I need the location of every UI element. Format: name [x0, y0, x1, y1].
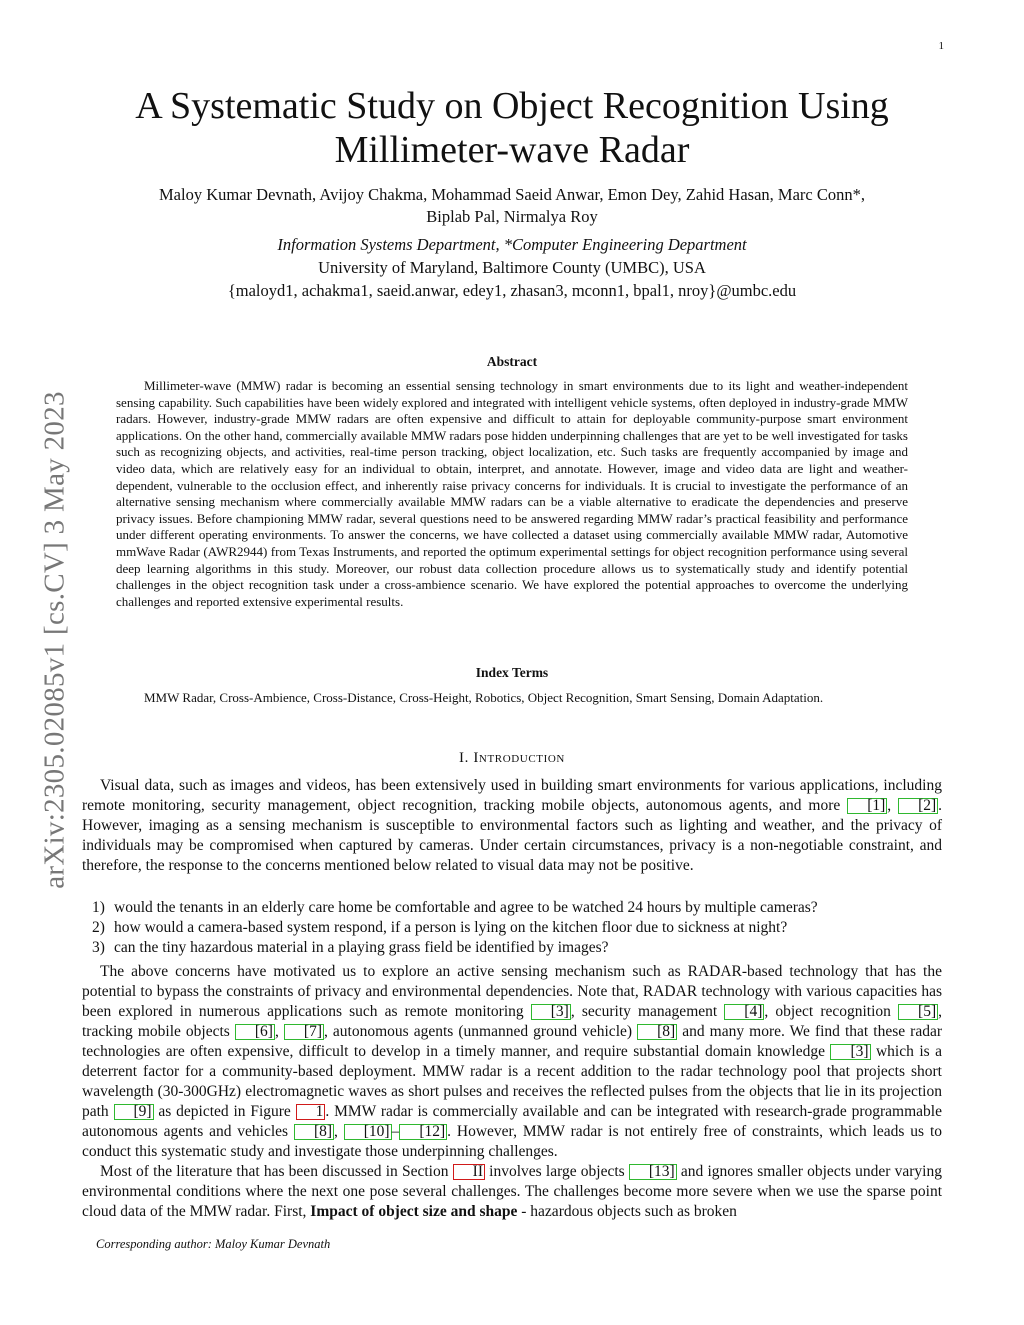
citation-link[interactable]: [2] — [898, 798, 938, 814]
citation-link[interactable]: [4] — [724, 1004, 764, 1020]
list-number: 1) — [92, 899, 105, 916]
abstract-text: Millimeter-wave (MMW) radar is becoming an essential sensing technology in smart environments due to its light and weather-independent sensing capability. Such capabilities have been widely explored and integrated with intelligent vehicle systems, often deployed in industry-grade MMW radars. However, industry-grade MMW radars are often expensive and difficult to attain for deployable community-purpose smart environment applications. On the other hand, commercially available MMW radars pose hidden underpinning challenges that are yet to be well investigated for tasks such as recognizing objects, and activities, real-time person tracking, object localization, etc. Such tasks are frequently accompanied by image and video data, which are relatively easy for an individual to obtain, interpret, and annotate. However, image and video data are light and weather-dependent, vulnerable to the occlusion effect, and inherently raise privacy concerns for individuals. It is crucial to investigate the performance of an alternative sensing mechanism where commercially available MMW radars can be a viable alternative to eradicate the dependencies and preserve privacy issues. Before championing MMW radar, several questions need to be answered regarding MMW radar’s practical feasibility and performance under different operating environments. To answer the concerns, we have collected a dataset using commercially available MMW radar, Automotive mmWave Radar (AWR2944) from Texas Instruments, and reported the optimum experimental settings for object recognition performance using several deep learning algorithms in this study. Moreover, our robust data collection procedure allows us to systematically study and identify potential challenges in the object recognition task under a cross-ambience scenario. We have explored the potential approaches to overcome the underlying challenges and reported extensive experimental results. — [116, 378, 908, 609]
citation-link[interactable]: [7] — [284, 1024, 324, 1040]
section-number: I. — [459, 750, 469, 766]
affiliation-university: University of Maryland, Baltimore County (UMBC), USA — [318, 258, 706, 277]
citation-link[interactable]: [12] — [399, 1124, 447, 1140]
text-run: and many more. We find that these radar technologies are often expensive, difficult to develop in a timely manner, and require substantial domain knowledge — [82, 1023, 942, 1060]
text-run: , — [274, 1023, 284, 1040]
text-run: – — [391, 1123, 400, 1140]
list-text: how would a camera-based system respond, if a person is lying on the kitchen floor due to sickness at night? — [114, 919, 788, 936]
intro-paragraph-2 — [82, 962, 942, 1162]
index-terms-text: MMW Radar, Cross-Ambience, Cross-Distance, Cross-Height, Robotics, Object Recognition, Smart Sensing, Domain Adaptation. — [144, 690, 824, 705]
text-run: . MMW radar is commercially available and can be integrated with research-grade programmable autonomous agents and vehicles — [82, 1103, 942, 1140]
text-run: , autonomous agents (unmanned ground vehicle) — [323, 1023, 638, 1040]
text-run: Visual data, such as images and videos, has been extensively used in building smart environments for various applications, including remote monitoring, security management, object recognition, tracking mobile objects, autonomous agents, and more — [82, 777, 942, 814]
citation-link[interactable]: [1] — [847, 798, 887, 814]
authors-line-1: Maloy Kumar Devnath, Avijoy Chakma, Mohammad Saeid Anwar, Emon Dey, Zahid Hasan, Marc Conn*, — [159, 185, 865, 204]
text-run: involves large objects — [484, 1163, 629, 1180]
list-item — [92, 898, 942, 918]
citation-link[interactable]: [9] — [114, 1104, 154, 1120]
author-list — [100, 184, 924, 228]
abstract-heading: Abstract — [486, 354, 538, 369]
text-run: and ignores smaller objects under varying environmental conditions where the next one pose several challenges. The challenges become more severe when we use the sparse point cloud data of the MMW radar. First, — [82, 1163, 942, 1220]
citation-link[interactable]: [3] — [830, 1044, 870, 1060]
arxiv-stamp: arXiv:2305.02085v1 [cs.CV] 3 May 2023 — [38, 391, 71, 889]
corresponding-author-footnote: Corresponding author: Maloy Kumar Devnath — [96, 1237, 331, 1251]
list-item — [92, 918, 942, 938]
citation-link[interactable]: [5] — [898, 1004, 938, 1020]
question-list — [92, 898, 942, 958]
affiliation-department: Information Systems Department, *Computer Engineering Department — [277, 235, 747, 254]
author-emails: {maloyd1, achakma1, saeid.anwar, edey1, zhasan3, mconn1, bpal1, nroy}@umbc.edu — [227, 281, 797, 300]
authors-line-2: Biplab Pal, Nirmalya Roy — [426, 207, 598, 226]
text-run: The above concerns have motivated us to explore an active sensing mechanism such as RADAR-based technology that has the potential to bypass the constraints of privacy and environmental dependencies. Note that, RADAR technology with various capacities has been explored in numerous applications such as remote monitoring — [82, 963, 942, 1020]
text-run: . However, MMW radar is not entirely free of constraints, which leads us to conduct this systematic study and investigate those underpinning challenges. — [82, 1123, 942, 1160]
bold-phrase: Impact of object size and shape — [310, 1203, 518, 1220]
text-run: . However, imaging as a sensing mechanism is susceptible to environmental factors such as lighting and weather, and the privacy of individuals may be compromised when captured by cameras. Under certain circumstances, privacy is a non-negotiable constraint, and therefore, the response to the concerns mentioned below related to visual data may not be positive. — [82, 797, 943, 874]
citation-link[interactable]: [8] — [294, 1124, 334, 1140]
list-text: would the tenants in an elderly care home be comfortable and agree to be watched 24 hours by multiple cameras? — [114, 899, 818, 916]
citation-link[interactable]: [3] — [531, 1004, 571, 1020]
index-terms-heading: Index Terms — [475, 665, 549, 680]
intro-paragraph-3 — [82, 1162, 942, 1222]
citation-link[interactable]: [6] — [235, 1024, 275, 1040]
citation-link[interactable]: [10] — [344, 1124, 392, 1140]
intro-paragraph-1 — [82, 776, 942, 876]
section-link[interactable]: II — [453, 1164, 485, 1180]
list-text: can the tiny hazardous material in a playing grass field be identified by images? — [114, 939, 609, 956]
citation-link[interactable]: [13] — [629, 1164, 677, 1180]
text-run: Most of the literature that has been discussed in Section — [100, 1163, 453, 1180]
page-number: 1 — [938, 40, 944, 52]
text-run: , — [887, 797, 899, 814]
list-item — [92, 938, 942, 958]
citation-link[interactable]: [8] — [637, 1024, 677, 1040]
text-run: - hazardous objects such as broken — [517, 1203, 737, 1220]
text-run: , tracking mobile objects — [82, 1003, 942, 1040]
section-title: Introduction — [473, 750, 565, 766]
text-run: which is a deterrent factor for a community-based deployment. MMW radar is a recent addition to the radar technology pool that projects short wavelength (30-300GHz) electromagnetic waves as short pulses and receives the reflected pulses from the objects that lie in its projection path — [82, 1043, 942, 1120]
text-run: , object recognition — [764, 1003, 899, 1020]
paper-title: A Systematic Study on Object Recognition Using Millimeter-wave Radar — [135, 85, 889, 171]
text-run: , security management — [570, 1003, 725, 1020]
figure-link[interactable]: 1 — [296, 1104, 326, 1120]
text-run: as depicted in Figure — [153, 1103, 296, 1120]
text-run: , — [334, 1123, 344, 1140]
section-heading-introduction — [82, 750, 942, 767]
list-number: 2) — [92, 919, 105, 936]
list-number: 3) — [92, 939, 105, 956]
